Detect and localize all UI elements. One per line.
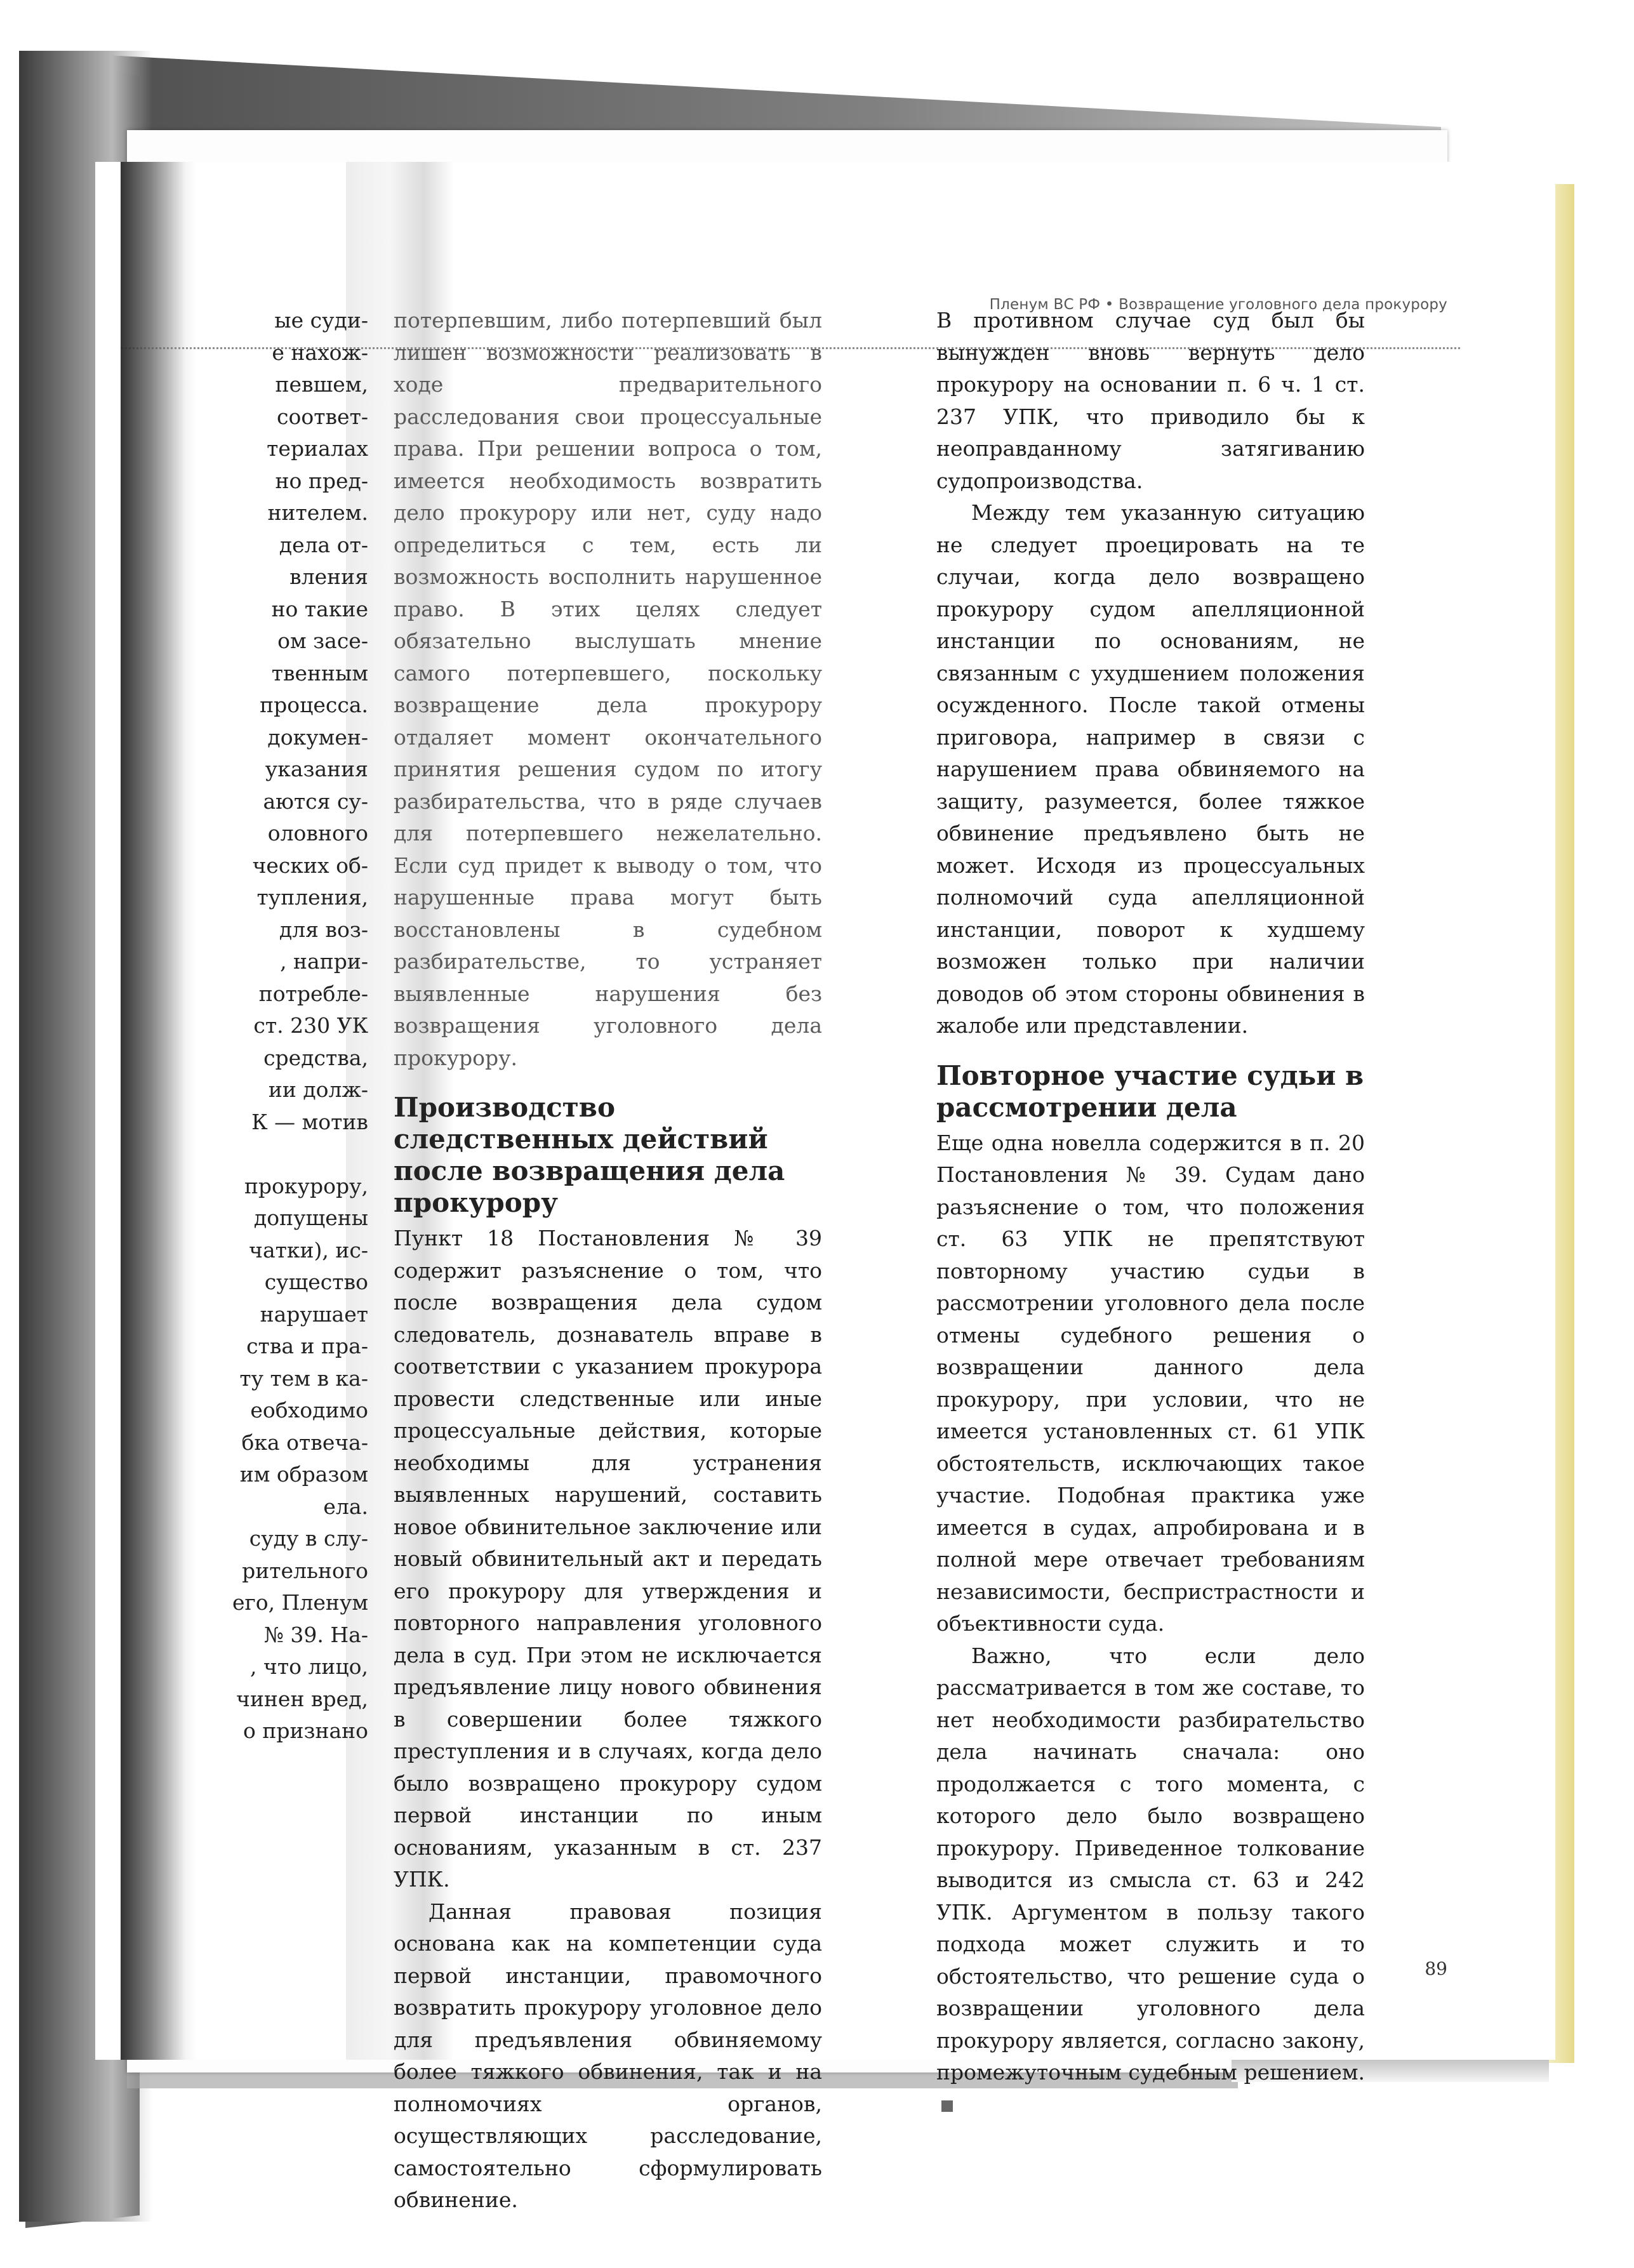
previous-page-line: рительного bbox=[242, 1558, 368, 1583]
previous-page-line: , что лицо, bbox=[250, 1654, 368, 1679]
previous-page-line: соответ- bbox=[277, 404, 368, 429]
previous-page-line: ту тем в ка- bbox=[239, 1365, 368, 1391]
previous-page-line: е нахож- bbox=[272, 340, 368, 365]
journal-page bbox=[95, 162, 1555, 2212]
previous-page-line: аются су- bbox=[263, 788, 368, 814]
previous-page-line: ства и пра- bbox=[246, 1334, 368, 1358]
previous-page-line: ом засе- bbox=[277, 628, 368, 653]
previous-page-line: нителем. bbox=[267, 500, 368, 525]
previous-page-column bbox=[209, 305, 368, 1747]
previous-page-line: но пред- bbox=[275, 468, 368, 493]
previous-page-line: дела от- bbox=[279, 532, 368, 557]
previous-page-line: ст. 230 УК bbox=[253, 1013, 368, 1038]
previous-page-line: допущены bbox=[253, 1205, 368, 1230]
previous-page-line: им образом bbox=[239, 1462, 368, 1487]
previous-page-line: докумен- bbox=[267, 724, 368, 750]
section-heading-2: Повторное участие судьи в рассмотрении дела bbox=[936, 1059, 1364, 1123]
col1-paragraph-3: Данная правовая позиция основана как на компетенции суда первой инстанции, правомочного возвратить прокурору уголовное дело для предъявления обвиняемому более тяжкого обвинения, так и на полномочиях органов, осуществляющих расследование, самостоятельно сформулировать обвинение. bbox=[394, 1899, 822, 2212]
previous-page-line: бка отвеча- bbox=[241, 1429, 368, 1455]
previous-page-line: вления bbox=[289, 564, 368, 589]
previous-page-line: чинен вред, bbox=[236, 1686, 368, 1711]
col2-paragraph-1: В противном случае суд был бы вынужден вновь вернуть дело прокурору на основании п. 6 ч. 1 ст. 237 УПК, что приводило бы к неоправданному затягиванию судопроизводства. bbox=[936, 308, 1365, 493]
previous-page-line bbox=[209, 1138, 368, 1170]
running-header: Пленум ВС РФ • Возвращение уголовного дела прокурору bbox=[989, 296, 1447, 313]
previous-page-line: , напри- bbox=[280, 949, 368, 974]
previous-page-line: процесса. bbox=[260, 693, 368, 717]
previous-page-line: № 39. На- bbox=[263, 1622, 368, 1647]
col2-paragraph-4-text: Важно, что если дело рассматривается в том же составе, то нет необходимости разбирательство дела начинать сначала: оно продолжается с того момента, с которого дело было возвращено прокурору. Приведенное толкование выводится из смысла ст. 63 и 242 УПК. Аргументом в пользу такого подхода может служить и то обстоятельство, что решение суда о возвращении уголовного дела прокурору является, согласно закону, промежуточным судебным решением. bbox=[936, 1643, 1365, 2085]
previous-page-line: ые суди- bbox=[274, 308, 368, 333]
text-column-2 bbox=[936, 305, 1365, 2121]
previous-page-line: твенным bbox=[271, 660, 368, 686]
previous-page-line: нарушает bbox=[260, 1301, 368, 1327]
col1-paragraph-2: Пункт 18 Постановления № 39 содержит разъяснение о том, что после возвращения дела судом следователь, дознаватель вправе в соответствии с указанием прокурора провести следственные или иные процессуальные действия, которые необходимы для устранения выявленных нарушений, составить новое обвинительное заключение или новый обвинительный акт и передать его прокурору для утверждения и повторного направления уголовного дела в суд. При этом не исключается предъявление лицу нового обвинения в совершении более тяжкого преступления и в случаях, когда дело было возвращено прокурору судом первой инстанции по иным основаниям, указанным в ст. 237 УПК. bbox=[394, 1226, 822, 1892]
previous-page-line: средства, bbox=[263, 1045, 368, 1070]
section-heading-1: Производство следственных действий после возвращения дела прокурору bbox=[394, 1092, 785, 1218]
previous-page-line: указания bbox=[265, 757, 368, 781]
previous-page-fade bbox=[121, 162, 197, 2060]
text-column-1 bbox=[394, 305, 822, 2217]
previous-page-line: потребле- bbox=[258, 981, 368, 1006]
previous-page-line: ии долж- bbox=[268, 1077, 368, 1102]
previous-page-line: суду в слу- bbox=[249, 1526, 368, 1551]
previous-page-line: тупления, bbox=[256, 885, 368, 910]
previous-page-line: о признано bbox=[242, 1718, 368, 1743]
col2-paragraph-3: Еще одна новелла содержится в п. 20 Постановления № 39. Судам дано разъяснение о том, что положения ст. 63 УПК не препятствуют повторному участию судьи в рассмотрении уголовного дела после отмены судебного решения о возвращении данного дела прокурору, при условии, что не имеется установленных ст. 61 УПК обстоятельств, исключающих такое участие. Подобная практика уже имеется в судах, апробирована и в полной мере отвечает требованиям независимости, беспристрастности и объективности суда. bbox=[936, 1130, 1365, 1636]
previous-page-line: певшем, bbox=[275, 372, 368, 397]
previous-page-line: для воз- bbox=[279, 917, 368, 942]
col2-paragraph-2: Между тем указанную ситуацию не следует проецировать на те случаи, когда дело возвращено прокурору судом апелляционной инстанции по основаниям, не связанным с ухудшением положения осужденного. После такой отмены приговора, например в связи с нарушением права обвиняемого на защиту, разумеется, более тяжкое обвинение предъявлено быть не может. Исходя из процессуальных полномочий суда апелляционной инстанции, поворот к худшему возможен только при наличии доводов об этом стороны обвинения в жалобе или представлении. bbox=[936, 500, 1365, 1038]
previous-page-line: чатки), ис- bbox=[249, 1237, 368, 1263]
article-end-mark bbox=[941, 2100, 953, 2112]
previous-page-line: прокурору, bbox=[244, 1173, 368, 1198]
col2-paragraph-4 bbox=[936, 1640, 1365, 2121]
page-number: 89 bbox=[1425, 1958, 1447, 1979]
previous-page-line: К — мотив bbox=[251, 1109, 368, 1134]
previous-page-line: териалах bbox=[267, 436, 368, 461]
previous-page-line: существо bbox=[264, 1270, 368, 1294]
previous-page-line: ела. bbox=[323, 1494, 368, 1519]
col1-paragraph-1: потерпевшим, либо потерпевший был лишен возможности реализовать в ходе предварительного расследования свои процессуальные права. При решении вопроса о том, имеется необходимость возвратить дело прокурору или нет, суду надо определиться с тем, есть ли возможность восполнить нарушенное право. В этих целях следует обязательно выслушать мнение самого потерпевшего, поскольку возвращение дела прокурору отдаляет момент окончательного принятия решения судом по итогу разбирательства, что в ряде случаев для потерпевшего нежелательно. Если суд придет к выводу о том, что нарушенные права могут быть восстановлены в судебном разбирательстве, то устраняет выявленные нарушения без возвращения уголовного дела прокурору. bbox=[394, 308, 822, 1070]
previous-page-line: его, Пленум bbox=[232, 1590, 368, 1615]
previous-page-line: еобходимо bbox=[250, 1398, 368, 1422]
previous-page-line: оловного bbox=[267, 821, 368, 846]
previous-page-line: ческих об- bbox=[252, 852, 368, 878]
previous-page-line: но такие bbox=[271, 596, 368, 621]
